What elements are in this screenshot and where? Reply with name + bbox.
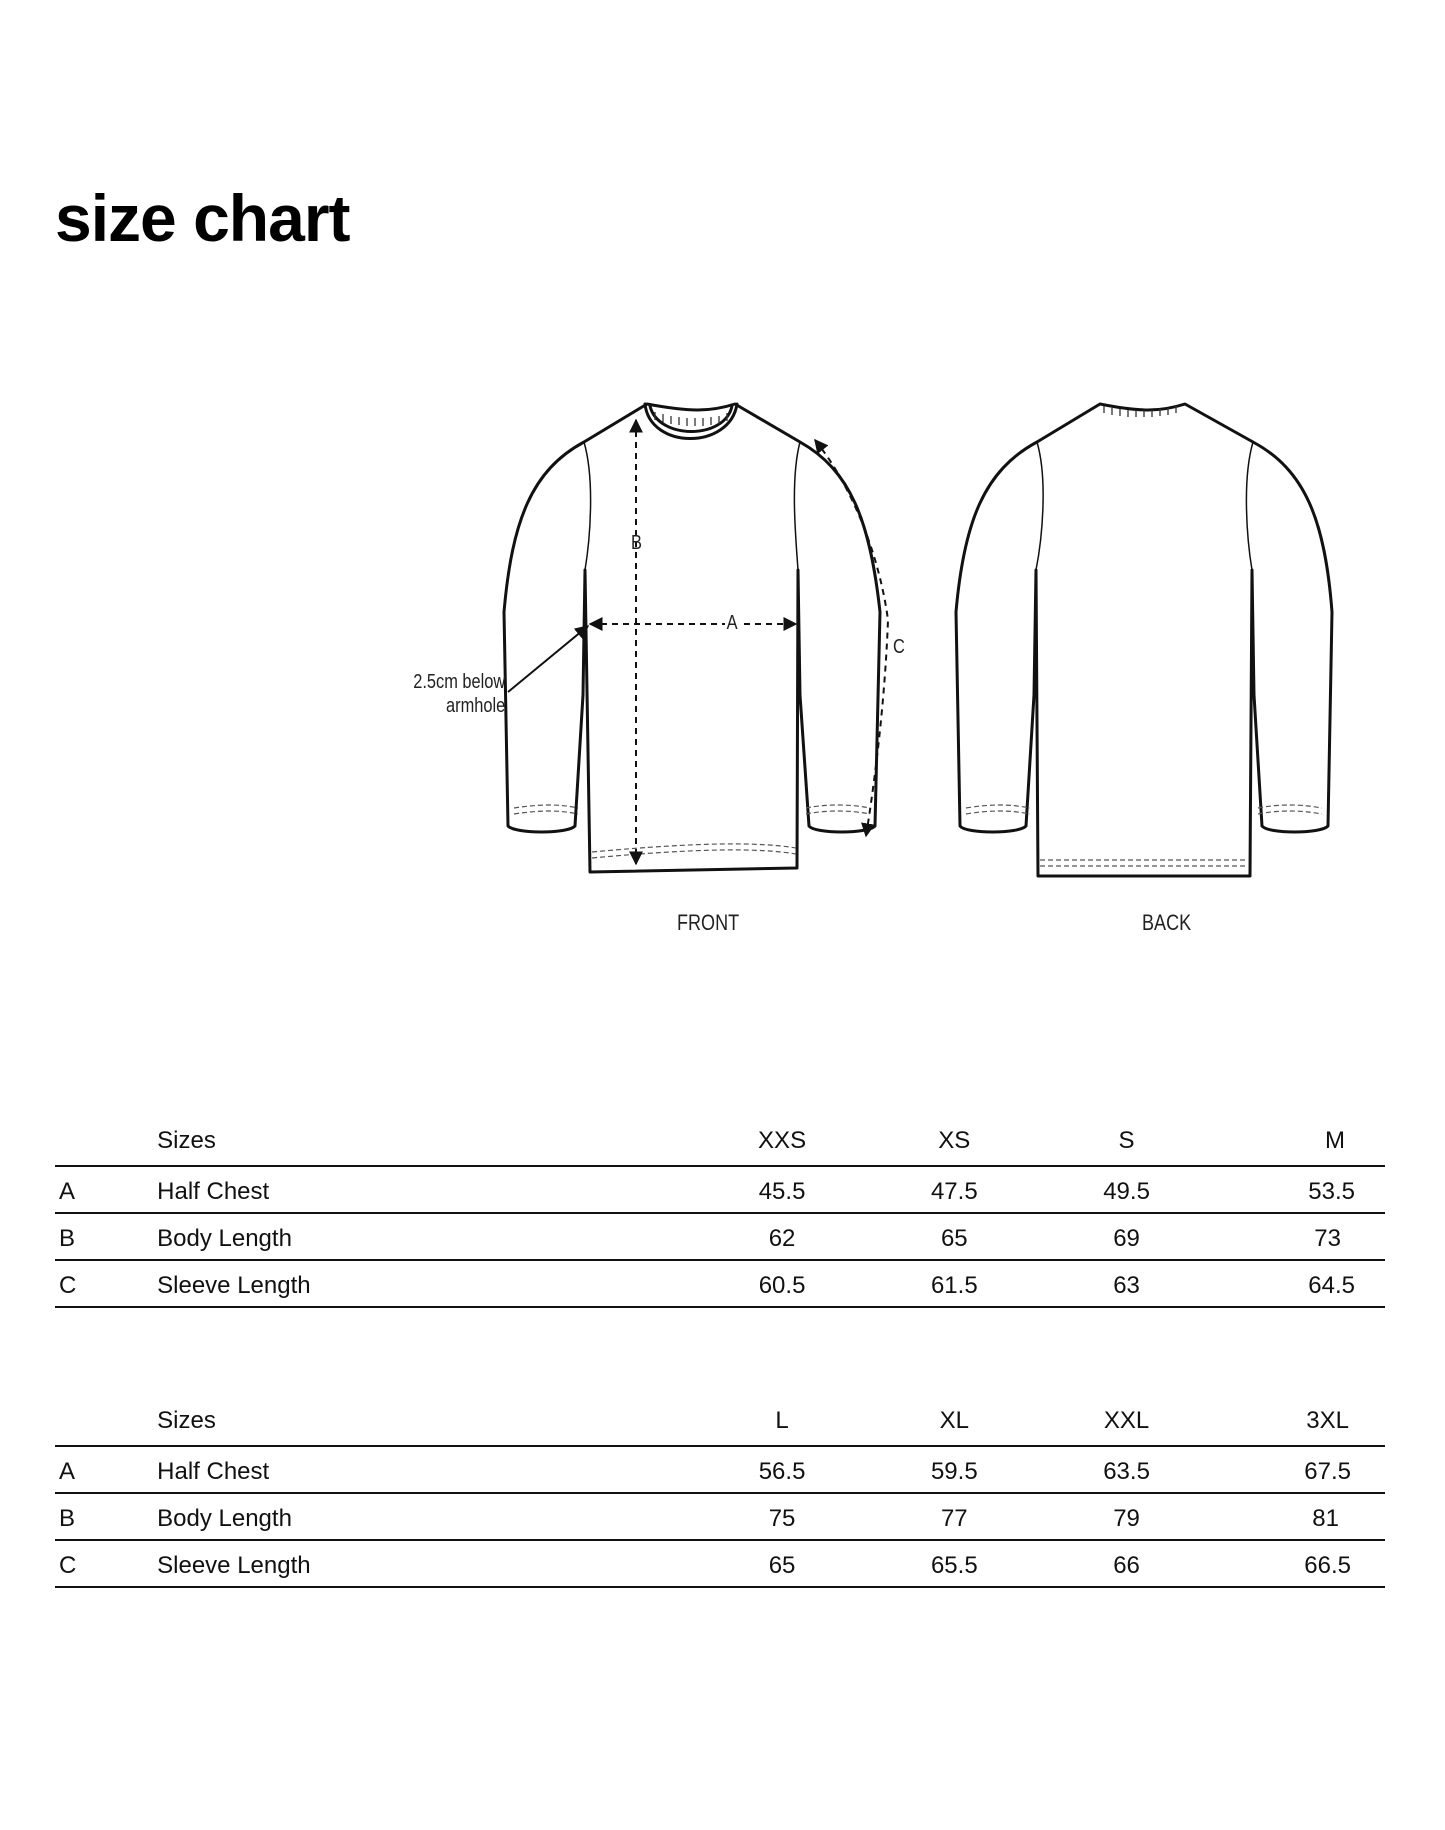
table-row	[55, 1260, 1385, 1307]
armhole-note-line2: armhole	[445, 695, 505, 718]
row-value: 66	[1040, 1540, 1212, 1587]
armhole-note-line1: 2.5cm below	[412, 671, 505, 693]
row-key: A	[55, 1446, 157, 1493]
row-value: 61.5	[868, 1260, 1040, 1307]
row-value: 63.5	[1040, 1446, 1212, 1493]
row-key: A	[55, 1166, 157, 1213]
row-name: Body Length	[157, 1493, 696, 1540]
row-value: 77	[868, 1493, 1040, 1540]
size-header-row	[55, 1390, 1385, 1446]
back-sweater-stitching	[966, 805, 1322, 866]
front-sweater-stitching	[514, 805, 870, 858]
sizes-header-label: Sizes	[157, 1110, 696, 1166]
size-label: XS	[868, 1110, 1040, 1166]
row-value: 65.5	[868, 1540, 1040, 1587]
row-value: 67.5	[1213, 1446, 1385, 1493]
row-value: 69	[1040, 1213, 1212, 1260]
page-title: size chart	[55, 181, 350, 255]
row-key: C	[55, 1260, 157, 1307]
row-name: Sleeve Length	[157, 1260, 696, 1307]
row-key: B	[55, 1213, 157, 1260]
row-value: 81	[1213, 1493, 1385, 1540]
row-value: 79	[1040, 1493, 1212, 1540]
measure-label-b: B	[631, 532, 642, 554]
size-table-1	[55, 1110, 1385, 1308]
row-value: 66.5	[1213, 1540, 1385, 1587]
size-label: L	[696, 1390, 868, 1446]
size-label: S	[1040, 1110, 1212, 1166]
row-value: 73	[1213, 1213, 1385, 1260]
row-value: 45.5	[696, 1166, 868, 1213]
front-view-label: FRONT	[677, 910, 740, 935]
size-label: 3XL	[1213, 1390, 1385, 1446]
table-row	[55, 1540, 1385, 1587]
row-value: 65	[696, 1540, 868, 1587]
size-header-row	[55, 1110, 1385, 1166]
row-value: 59.5	[868, 1446, 1040, 1493]
table-row	[55, 1213, 1385, 1260]
table-row	[55, 1166, 1385, 1213]
measure-label-c: C	[893, 636, 905, 658]
back-view-label: BACK	[1142, 910, 1192, 935]
front-sweater-outline	[504, 404, 880, 872]
size-table-2	[55, 1390, 1385, 1588]
row-value: 60.5	[696, 1260, 868, 1307]
table-row	[55, 1446, 1385, 1493]
size-label: XL	[868, 1390, 1040, 1446]
row-name: Half Chest	[157, 1166, 696, 1213]
row-value: 47.5	[868, 1166, 1040, 1213]
armhole-note	[413, 670, 505, 719]
row-value: 53.5	[1213, 1166, 1385, 1213]
row-key: B	[55, 1493, 157, 1540]
row-name: Sleeve Length	[157, 1540, 696, 1587]
header-blank	[55, 1110, 157, 1166]
row-value: 62	[696, 1213, 868, 1260]
size-label: XXS	[696, 1110, 868, 1166]
size-label: XXL	[1040, 1390, 1212, 1446]
table-row	[55, 1493, 1385, 1540]
row-key: C	[55, 1540, 157, 1587]
sizes-header-label: Sizes	[157, 1390, 696, 1446]
armhole-pointer	[508, 626, 588, 692]
row-value: 63	[1040, 1260, 1212, 1307]
header-blank	[55, 1390, 157, 1446]
row-value: 49.5	[1040, 1166, 1212, 1213]
measure-label-a: A	[726, 612, 738, 634]
row-name: Body Length	[157, 1213, 696, 1260]
row-value: 64.5	[1213, 1260, 1385, 1307]
row-value: 56.5	[696, 1446, 868, 1493]
row-value: 65	[868, 1213, 1040, 1260]
row-name: Half Chest	[157, 1446, 696, 1493]
size-label: M	[1213, 1110, 1385, 1166]
row-value: 75	[696, 1493, 868, 1540]
